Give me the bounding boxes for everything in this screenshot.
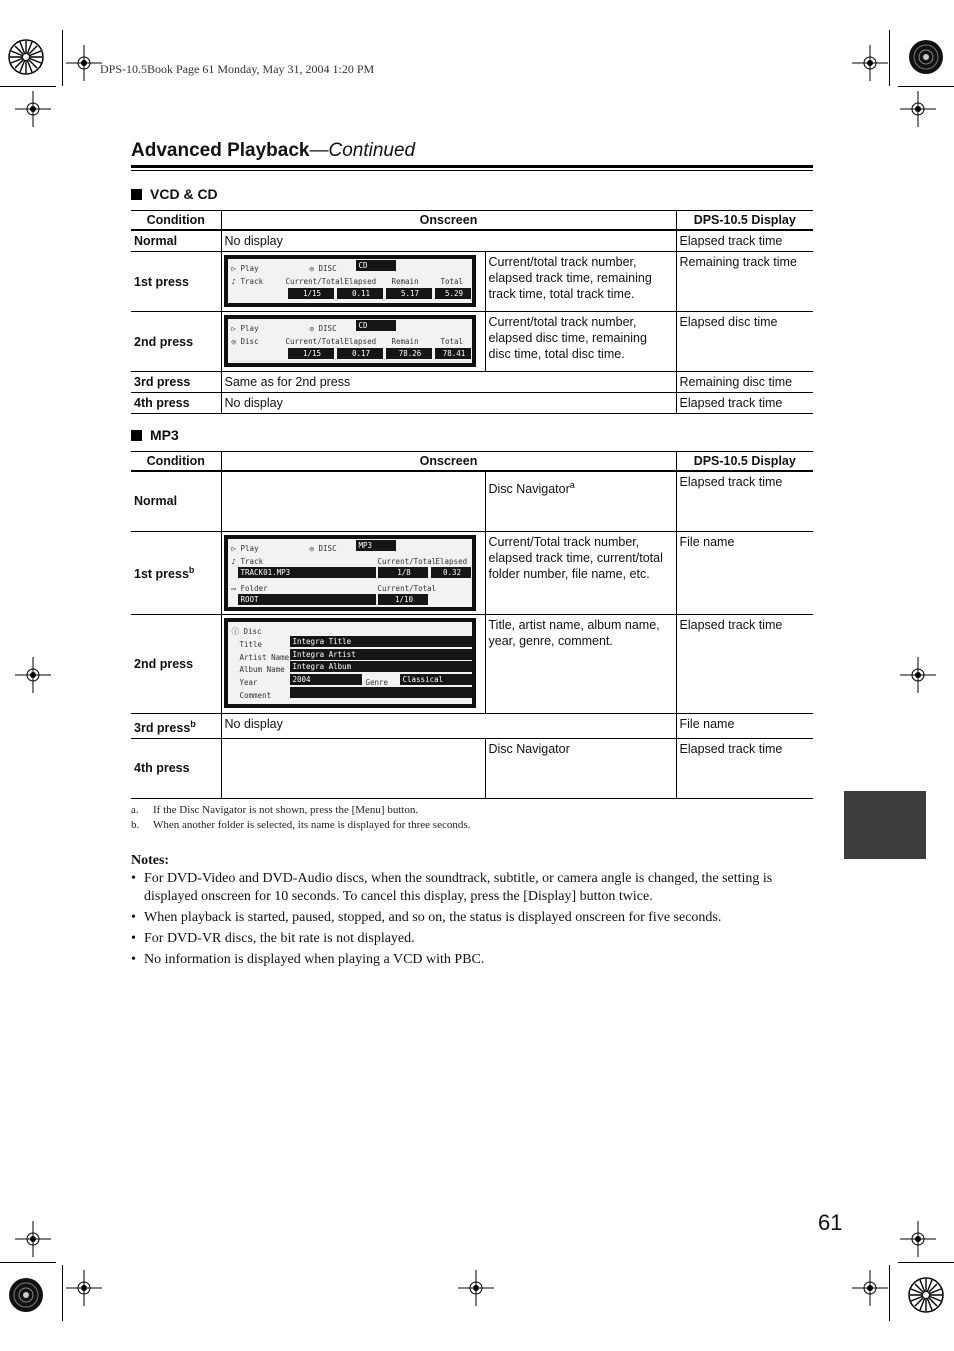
display-cell: Elapsed track time — [676, 230, 813, 252]
crop-mark — [62, 1265, 63, 1321]
footnote — [131, 819, 470, 831]
screen-value: 1/10 — [378, 594, 428, 605]
screen-label: Comment — [239, 690, 272, 700]
screen-value: 1/8 — [378, 567, 428, 578]
screen-value: CD — [356, 320, 396, 331]
crosshair-icon — [15, 657, 51, 693]
info-icon: ⓘ Disc — [231, 626, 262, 636]
screen-label: Disc — [240, 337, 259, 346]
onscreen-blank-cell — [221, 471, 485, 531]
display-cell: Elapsed disc time — [676, 312, 813, 372]
screen-label: Remain — [391, 277, 419, 286]
screen-value: Integra Album — [290, 661, 472, 672]
screen-value: 78.26 — [386, 348, 432, 359]
crosshair-icon — [900, 91, 936, 127]
onscreen-image-cell — [221, 531, 485, 614]
description-cell: Disc Navigator — [485, 738, 676, 798]
condition-cell — [131, 713, 221, 738]
crop-mark — [898, 86, 954, 87]
vcd-table — [131, 210, 813, 414]
footnote-ref: b — [190, 718, 196, 729]
onscreen-image-cell — [221, 312, 485, 372]
screen-label: Album Name — [239, 664, 285, 674]
registration-wheel-icon — [7, 38, 45, 76]
title-continued: Continued — [328, 140, 416, 161]
crosshair-icon — [66, 1270, 102, 1306]
table-row — [131, 471, 813, 531]
screen-label: Track — [240, 556, 264, 566]
page-number: 61 — [818, 1210, 843, 1235]
disc-icon: ◎ DISC — [309, 543, 337, 553]
screen-value: ROOT — [238, 594, 376, 605]
crosshair-icon — [15, 91, 51, 127]
page-title — [131, 140, 415, 162]
play-icon: ▷ Play — [231, 324, 259, 333]
screen-label: Folder — [240, 583, 268, 593]
list-item: • For DVD-Video and DVD-Audio discs, when the soundtrack, subtitle, or camera angle is changed, the setting is displayed onscreen for 10 seconds. To cancel this display, press the [Display] button twice. — [131, 870, 801, 906]
title-rule-thin — [131, 170, 813, 171]
crop-mark — [889, 30, 890, 86]
crosshair-icon — [900, 657, 936, 693]
title-dash: — — [309, 140, 329, 161]
screen-label: Track — [240, 277, 264, 286]
description-cell: Current/total track number, elapsed disc time, remaining disc time, total disc time. — [485, 312, 676, 372]
screen-value: 0.32 — [431, 567, 471, 578]
registration-wheel-icon — [907, 1276, 945, 1314]
screen-label: Current/Total — [377, 556, 437, 566]
notes-list — [131, 870, 801, 969]
display-cell: File name — [676, 531, 813, 614]
onscreen-cell: Same as for 2nd press — [221, 372, 676, 393]
display-cell: Elapsed track time — [676, 471, 813, 531]
screen-label: Play — [240, 264, 259, 273]
screen-label: Total — [440, 337, 464, 346]
screen-label: Current/Total — [377, 583, 437, 593]
screen-value: 1/15 — [288, 348, 334, 359]
footnote-label: b. — [131, 819, 140, 831]
crosshair-icon — [458, 1270, 494, 1306]
screen-label: Remain — [391, 337, 419, 346]
disc-icon: ◎ DISC — [309, 264, 337, 273]
footnote-text: When another folder is selected, its name is displayed for three seconds. — [153, 819, 471, 831]
screen-value: 0.11 — [337, 288, 383, 299]
screen-label: DISC — [318, 543, 337, 553]
onscreen-display-image — [224, 535, 476, 611]
screen-label: Total — [440, 277, 464, 286]
condition-cell: 2nd press — [131, 312, 221, 372]
display-cell: Elapsed track time — [676, 738, 813, 798]
screen-label: Play — [240, 324, 259, 333]
screen-label: Genre — [365, 677, 389, 687]
col-header: Onscreen — [221, 211, 676, 231]
notes-title: Notes: — [131, 853, 170, 868]
condition-cell: Normal — [131, 471, 221, 531]
disc-icon: ◎ DISC — [309, 324, 337, 333]
screen-value: 78.41 — [435, 348, 471, 359]
crop-mark — [0, 86, 56, 87]
crop-mark — [0, 1262, 56, 1263]
screen-value: 1/15 — [288, 288, 334, 299]
screen-label: DISC — [318, 264, 337, 273]
display-cell: Remaining disc time — [676, 372, 813, 393]
screen-value: 5.17 — [386, 288, 432, 299]
screen-value: TRACK01.MP3 — [238, 567, 376, 578]
footnote — [131, 804, 418, 816]
screen-label: DISC — [318, 324, 337, 333]
crop-mark — [889, 1265, 890, 1321]
col-header: Onscreen — [221, 452, 676, 472]
footnote-ref: b — [188, 565, 195, 576]
description-cell — [485, 471, 676, 531]
crop-mark — [62, 30, 63, 86]
screen-label: Current/Total — [285, 277, 345, 286]
screen-value: Integra Artist — [290, 649, 472, 660]
condition-cell: 2nd press — [131, 614, 221, 713]
onscreen-blank-cell — [221, 738, 485, 798]
col-header: DPS-10.5 Display — [676, 211, 813, 231]
section-heading-vcd — [131, 186, 218, 202]
condition-cell: 1st press — [131, 252, 221, 312]
condition-cell: 4th press — [131, 393, 221, 414]
table-row — [131, 738, 813, 798]
display-cell: Elapsed track time — [676, 393, 813, 414]
onscreen-display-image — [224, 255, 476, 307]
screen-label: Elapsed — [435, 556, 468, 566]
screen-label: Play — [240, 543, 259, 553]
screen-label: Elapsed — [344, 337, 377, 346]
display-cell: File name — [676, 713, 813, 738]
section-heading-label: VCD & CD — [150, 186, 218, 202]
condition-text: 1st press — [134, 567, 189, 582]
table-row — [131, 252, 813, 312]
condition-cell: 4th press — [131, 738, 221, 798]
music-note-icon: ♪ Track — [231, 277, 264, 286]
crosshair-icon — [15, 1221, 51, 1257]
onscreen-cell: No display — [221, 713, 676, 738]
onscreen-image-cell — [221, 614, 485, 713]
screen-label: Title — [239, 639, 263, 649]
col-header: Condition — [131, 452, 221, 472]
folder-icon: ▭ Folder — [231, 583, 268, 593]
screen-value: 5.29 — [435, 288, 471, 299]
onscreen-cell: No display — [221, 230, 676, 252]
screen-value: MP3 — [356, 540, 396, 551]
print-header: DPS-10.5Book Page 61 Monday, May 31, 2004 1:20 PM — [100, 62, 375, 76]
crop-mark — [898, 1262, 954, 1263]
registration-wheel-icon — [7, 1276, 45, 1314]
table-row — [131, 614, 813, 713]
footnote-text: If the Disc Navigator is not shown, press the [Menu] button. — [153, 804, 419, 816]
screen-value: Integra Title — [290, 636, 472, 647]
display-cell: Remaining track time — [676, 252, 813, 312]
screen-value: Classical — [400, 674, 472, 685]
play-icon: ▷ Play — [231, 264, 259, 273]
condition-cell: 3rd press — [131, 372, 221, 393]
description-cell: Current/Total track number, elapsed track time, current/total folder number, file name, etc. — [485, 531, 676, 614]
screen-value: 2004 — [290, 674, 362, 685]
condition-cell — [131, 531, 221, 614]
crosshair-icon — [900, 1221, 936, 1257]
table-row — [131, 531, 813, 614]
list-item: • For DVD-VR discs, the bit rate is not displayed. — [131, 930, 801, 948]
title-main: Advanced Playback — [131, 140, 310, 161]
table-row — [131, 713, 813, 738]
crosshair-icon — [66, 45, 102, 81]
onscreen-image-cell — [221, 252, 485, 312]
footnote-label: a. — [131, 804, 139, 816]
disc-icon: ◎ Disc — [231, 337, 259, 346]
screen-label: Year — [239, 677, 258, 687]
music-note-icon: ♪ Track — [231, 556, 264, 566]
notes-section — [131, 852, 801, 972]
screen-value: CD — [356, 260, 396, 271]
table-row — [131, 372, 813, 393]
screen-value: 0.17 — [337, 348, 383, 359]
onscreen-display-image — [224, 315, 476, 367]
onscreen-display-image — [224, 618, 476, 708]
registration-wheel-icon — [907, 38, 945, 76]
crosshair-icon — [852, 1270, 888, 1306]
mp3-table — [131, 451, 813, 799]
description-cell: Title, artist name, album name, year, genre, comment. — [485, 614, 676, 713]
condition-cell: Normal — [131, 230, 221, 252]
play-icon: ▷ Play — [231, 543, 259, 553]
screen-label: Current/Total — [285, 337, 345, 346]
condition-text: 3rd press — [134, 720, 191, 735]
display-cell: Elapsed track time — [676, 614, 813, 713]
footnote-ref: a — [569, 480, 575, 490]
table-row — [131, 230, 813, 252]
onscreen-cell: No display — [221, 393, 676, 414]
section-heading-mp3 — [131, 427, 179, 443]
title-rule — [131, 165, 813, 168]
screen-label: Artist Name — [239, 652, 290, 662]
description-cell: Current/total track number, elapsed track time, remaining track time, total track time. — [485, 252, 676, 312]
chapter-tab — [844, 791, 926, 859]
screen-label: Disc — [243, 626, 262, 636]
crosshair-icon — [852, 45, 888, 81]
description-text: Disc Navigator — [488, 482, 570, 497]
screen-value — [290, 687, 472, 698]
table-row — [131, 393, 813, 414]
table-row — [131, 312, 813, 372]
screen-label: Elapsed — [344, 277, 377, 286]
section-heading-label: MP3 — [150, 427, 179, 443]
list-item: • No information is displayed when playing a VCD with PBC. — [131, 951, 801, 969]
col-header: DPS-10.5 Display — [676, 452, 813, 472]
list-item: • When playback is started, paused, stopped, and so on, the status is displayed onscreen for five seconds. — [131, 909, 801, 927]
col-header: Condition — [131, 211, 221, 231]
